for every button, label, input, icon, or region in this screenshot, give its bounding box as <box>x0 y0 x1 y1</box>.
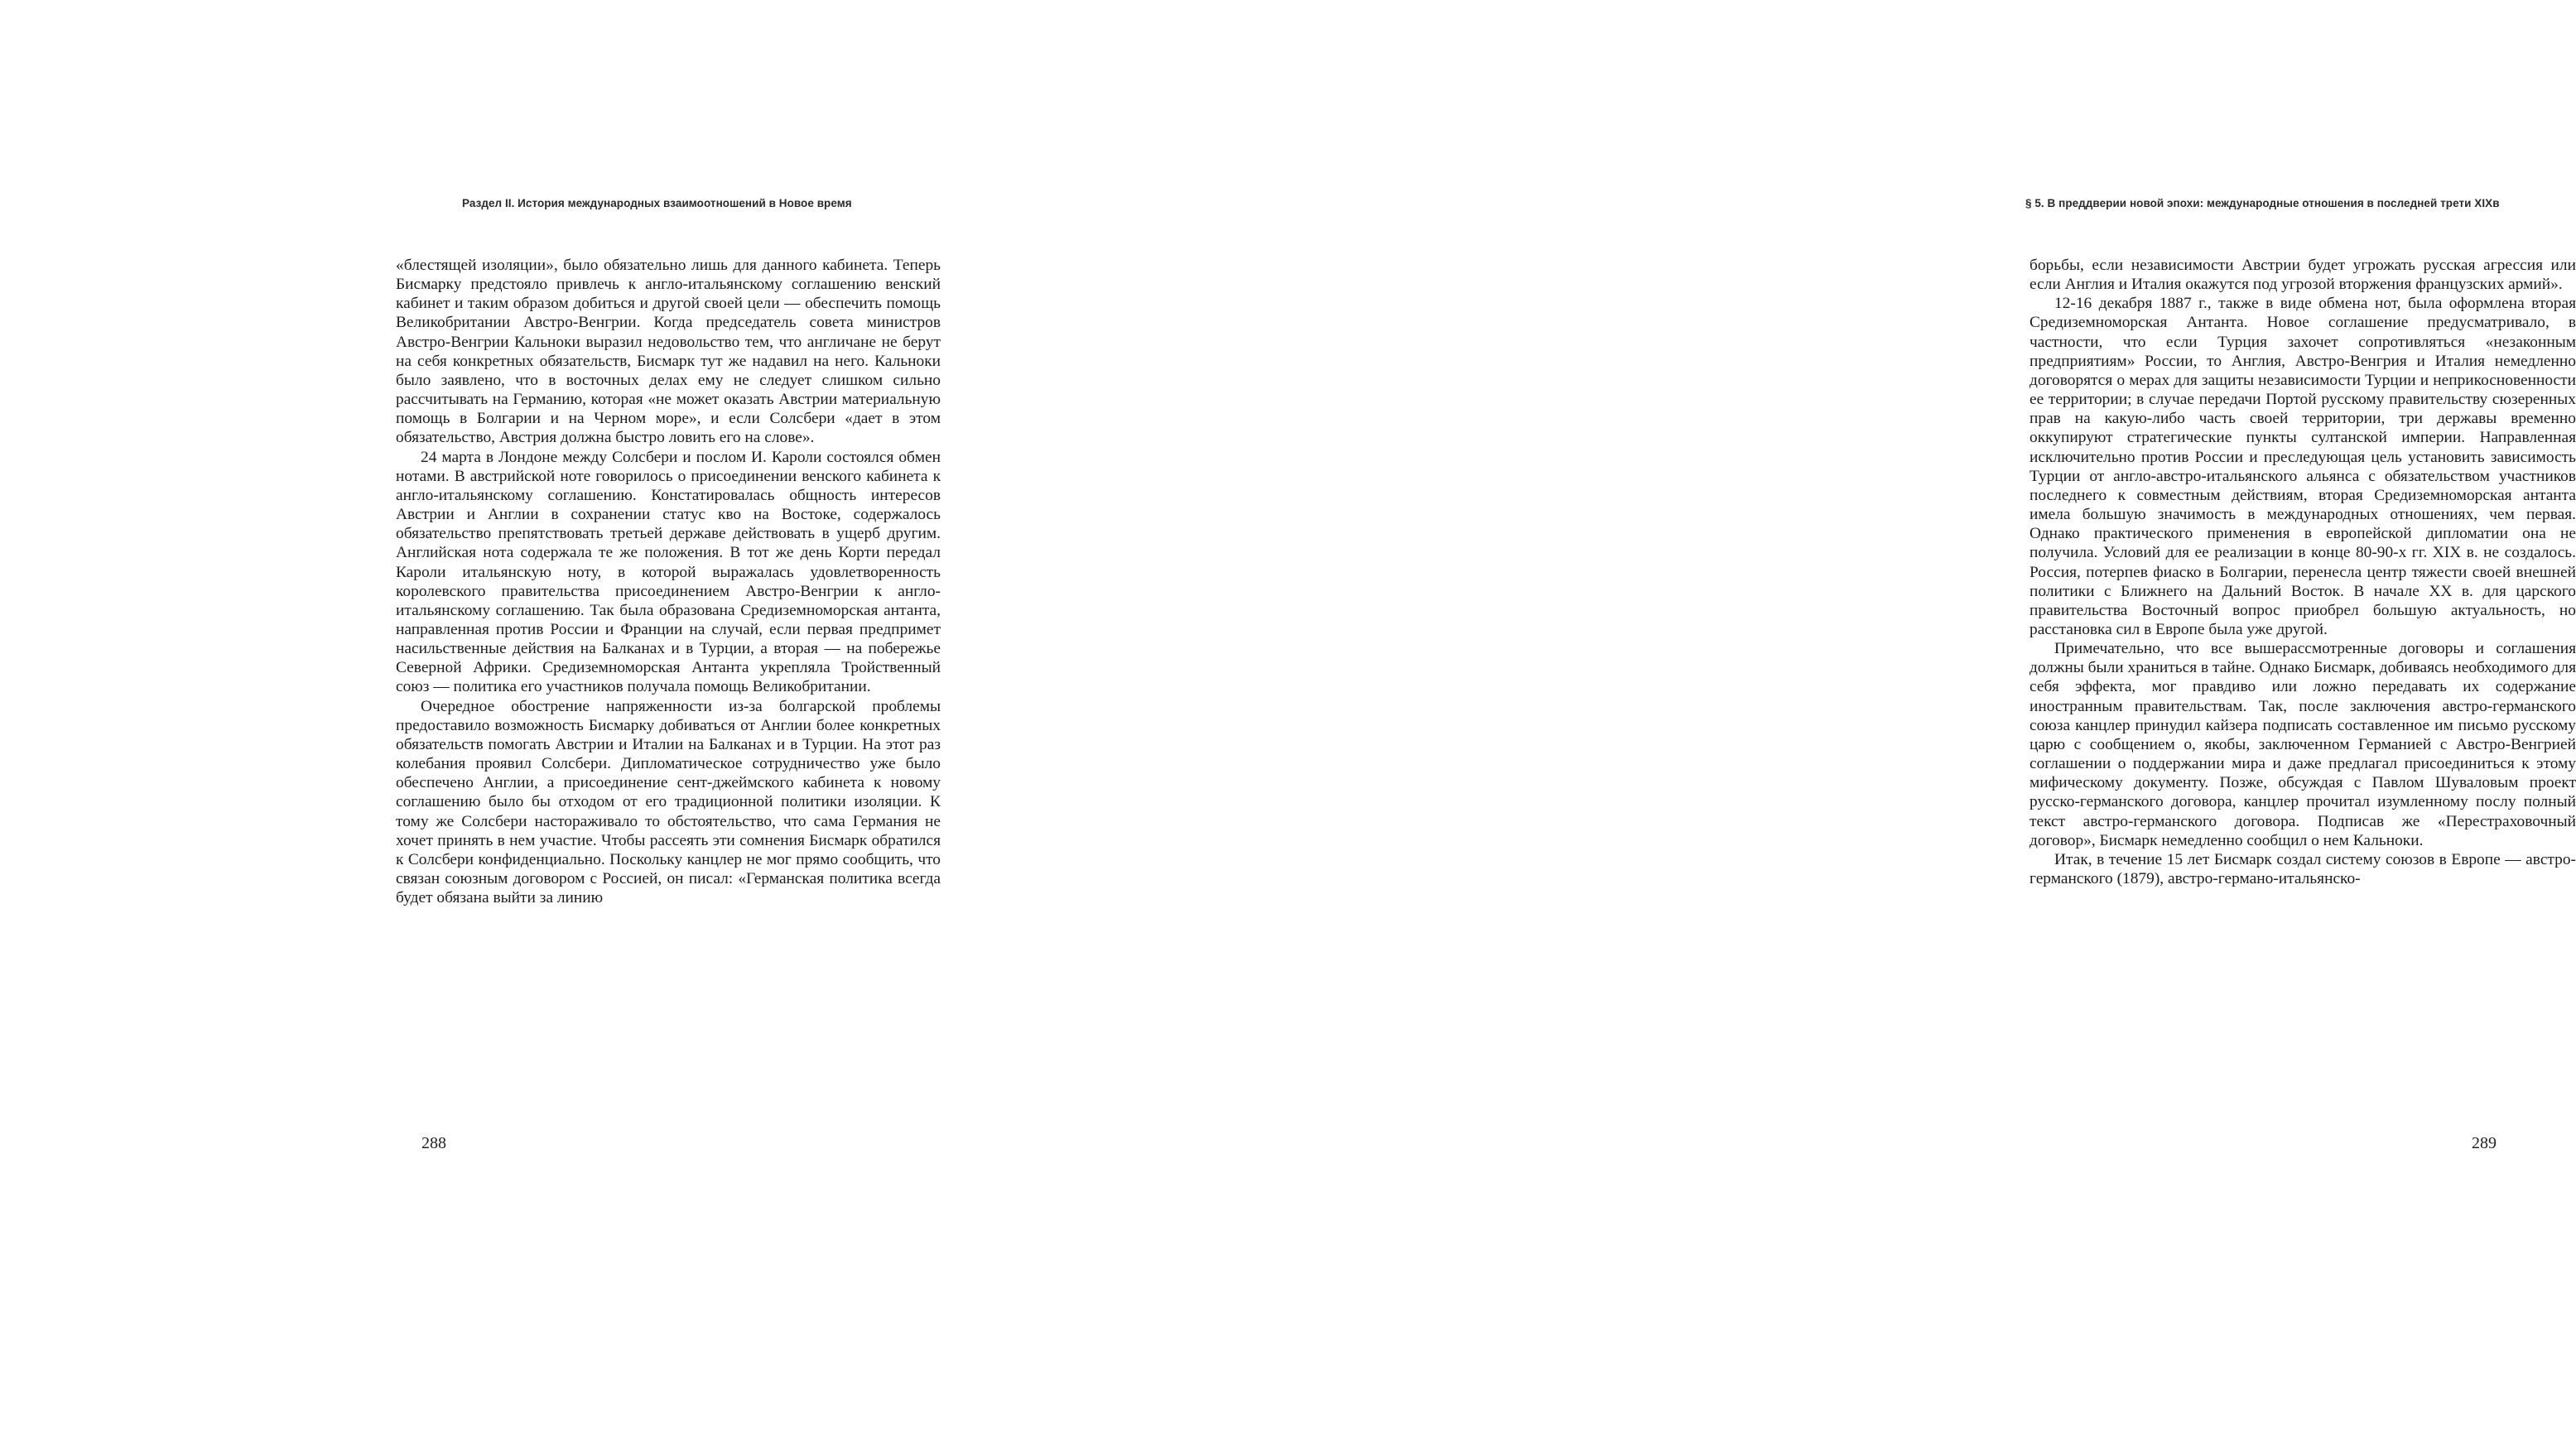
paragraph: борьбы, если независимости Австрии будет угрожать русская агрессия или если Англия и Италия окажутся под угрозой вторжения французских армий». <box>2030 257 2576 294</box>
page-number-right: 289 <box>2472 1134 2497 1152</box>
paragraph: Очередное обострение напряженности из-за болгарской проблемы предоставило возможность Бисмарку добиваться от Англии более конкретных обязательств помогать Австрии и Италии на Балканах и в Турции. На этот раз колебания проявил Солсбери. Дипломатическое сотрудничество уже было обеспечено Англии, а присоединение сент-джеймского кабинета к новому соглашению было бы отходом от его традиционной политики изоляции. К тому же Солсбери настораживало то обстоятельство, что сама Германия не хочет принять в нем участие. Чтобы рассеять эти сомнения Бисмарк обратился к Солсбери конфиденциально. Поскольку канцлер не мог прямо сообщить, что связан союзным договором с Россией, он писал: «Германская политика всегда будет обязана выйти за линию <box>396 697 941 907</box>
paragraph: 12-16 декабря 1887 г., также в виде обмена нот, была оформлена вторая Средиземноморская Антанта. Новое соглашение предусматривало, в частности, что если Турция захочет сопротивляться «незаконным предприятиям» России, то Англия, Австро-Венгрия и Италия немедленно договорятся о мерах для защиты независимости Турции и неприкосновенности ее территории; в случае передачи Портой русскому правительству сюзеренных прав на какую-либо часть своей территории, три державы временно оккупируют стратегические пункты султанской империи. Направленная исключительно против России и преследующая цель установить зависимость Турции от англо-австро-итальянского альянса с обязательством участников последнего к совместным действиям, вторая Средиземноморская антанта имела большую значимость в международных отношениях, чем первая. Однако практического применения в европейской дипломатии она не получила. Условий для ее реализации в конце 80-90-х гг. XIX в. не создалось. Россия, потерпев фиаско в Болгарии, перенесла центр тяжести своей внешней политики с Ближнего на Дальний Восток. В начале XX в. для царского правительства Восточный вопрос приобрел большую актуальность, но расстановка сил в Европе была уже другой. <box>2030 295 2576 638</box>
left-page <box>0 0 1027 1452</box>
running-head-left: Раздел II. История международных взаимоотношений в Новое время <box>462 197 852 209</box>
paragraph: Итак, в течение 15 лет Бисмарк создал систему союзов в Европе — австро-германского (1879), австро-германо-итальянско- <box>2030 850 2576 887</box>
right-page <box>1027 0 2576 1452</box>
body-text-right <box>2030 256 2576 888</box>
body-text-left <box>396 256 941 907</box>
paragraph: 24 марта в Лондоне между Солсбери и послом И. Кароли состоялся обмен нотами. В австрийской ноте говорилось о присоединении венского кабинета к англо-итальянскому соглашению. Констатировалась общность интересов Австрии и Англии в сохранении статус кво на Востоке, содержалось обязательство препятствовать третьей державе действовать в ущерб другим. Английская нота содержала те же положения. В тот же день Корти передал Кароли итальянскую ноту, в которой выражалась удовлетворенность королевского правительства присоединением Австро-Венгрии к англо-итальянскому соглашению. Так была образована Средиземноморская антанта, направленная против России и Франции на случай, если первая предпримет насильственные действия на Балканах и в Турции, а вторая — на побережье Северной Африки. Средиземноморская Антанта укрепляла Тройственный союз — политика его участников получала помощь Великобритании. <box>396 448 941 696</box>
paragraph: Примечательно, что все вышерассмотренные договоры и соглашения должны были храниться в тайне. Однако Бисмарк, добиваясь необходимого для себя эффекта, мог правдиво или ложно передавать их содержание иностранным правительствам. Так, после заключения австро-германского союза канцлер принудил кайзера подписать составленное им письмо русскому царю с сообщением о, якобы, заключенном Германией с Австро-Венгрией соглашении о поддержании мира и даже предлагал присоединиться к этому мифическому документу. Позже, обсуждая с Павлом Шуваловым проект русско-германского договора, канцлер прочитал изумленному послу полный текст австро-германского договора. Подписав же «Перестраховочный договор», Бисмарк немедленно сообщил о нем Кальноки. <box>2030 640 2576 849</box>
paragraph: «блестящей изоляции», было обязательно лишь для данного кабинета. Теперь Бисмарку предстояло привлечь к англо-итальянскому соглашению венский кабинет и таким образом добиться и другой своей цели — обеспечить помощь Великобритании Австро-Венгрии. Когда председатель совета министров Австро-Венгрии Кальноки выразил недовольство тем, что англичане не берут на себя конкретных обязательств, Бисмарк тут же надавил на него. Кальноки было заявлено, что в восточных делах ему не следует слишком сильно рассчитывать на Германию, которая «не может оказать Австрии материальную помощь в Болгарии и на Черном море», и если Солсбери «дает в этом обязательство, Австрия должна быстро ловить его на слове». <box>396 257 941 447</box>
page-number-left: 288 <box>421 1134 446 1152</box>
running-head-right: § 5. В преддверии новой эпохи: международные отношения в последней трети XIXв <box>2025 197 2500 209</box>
